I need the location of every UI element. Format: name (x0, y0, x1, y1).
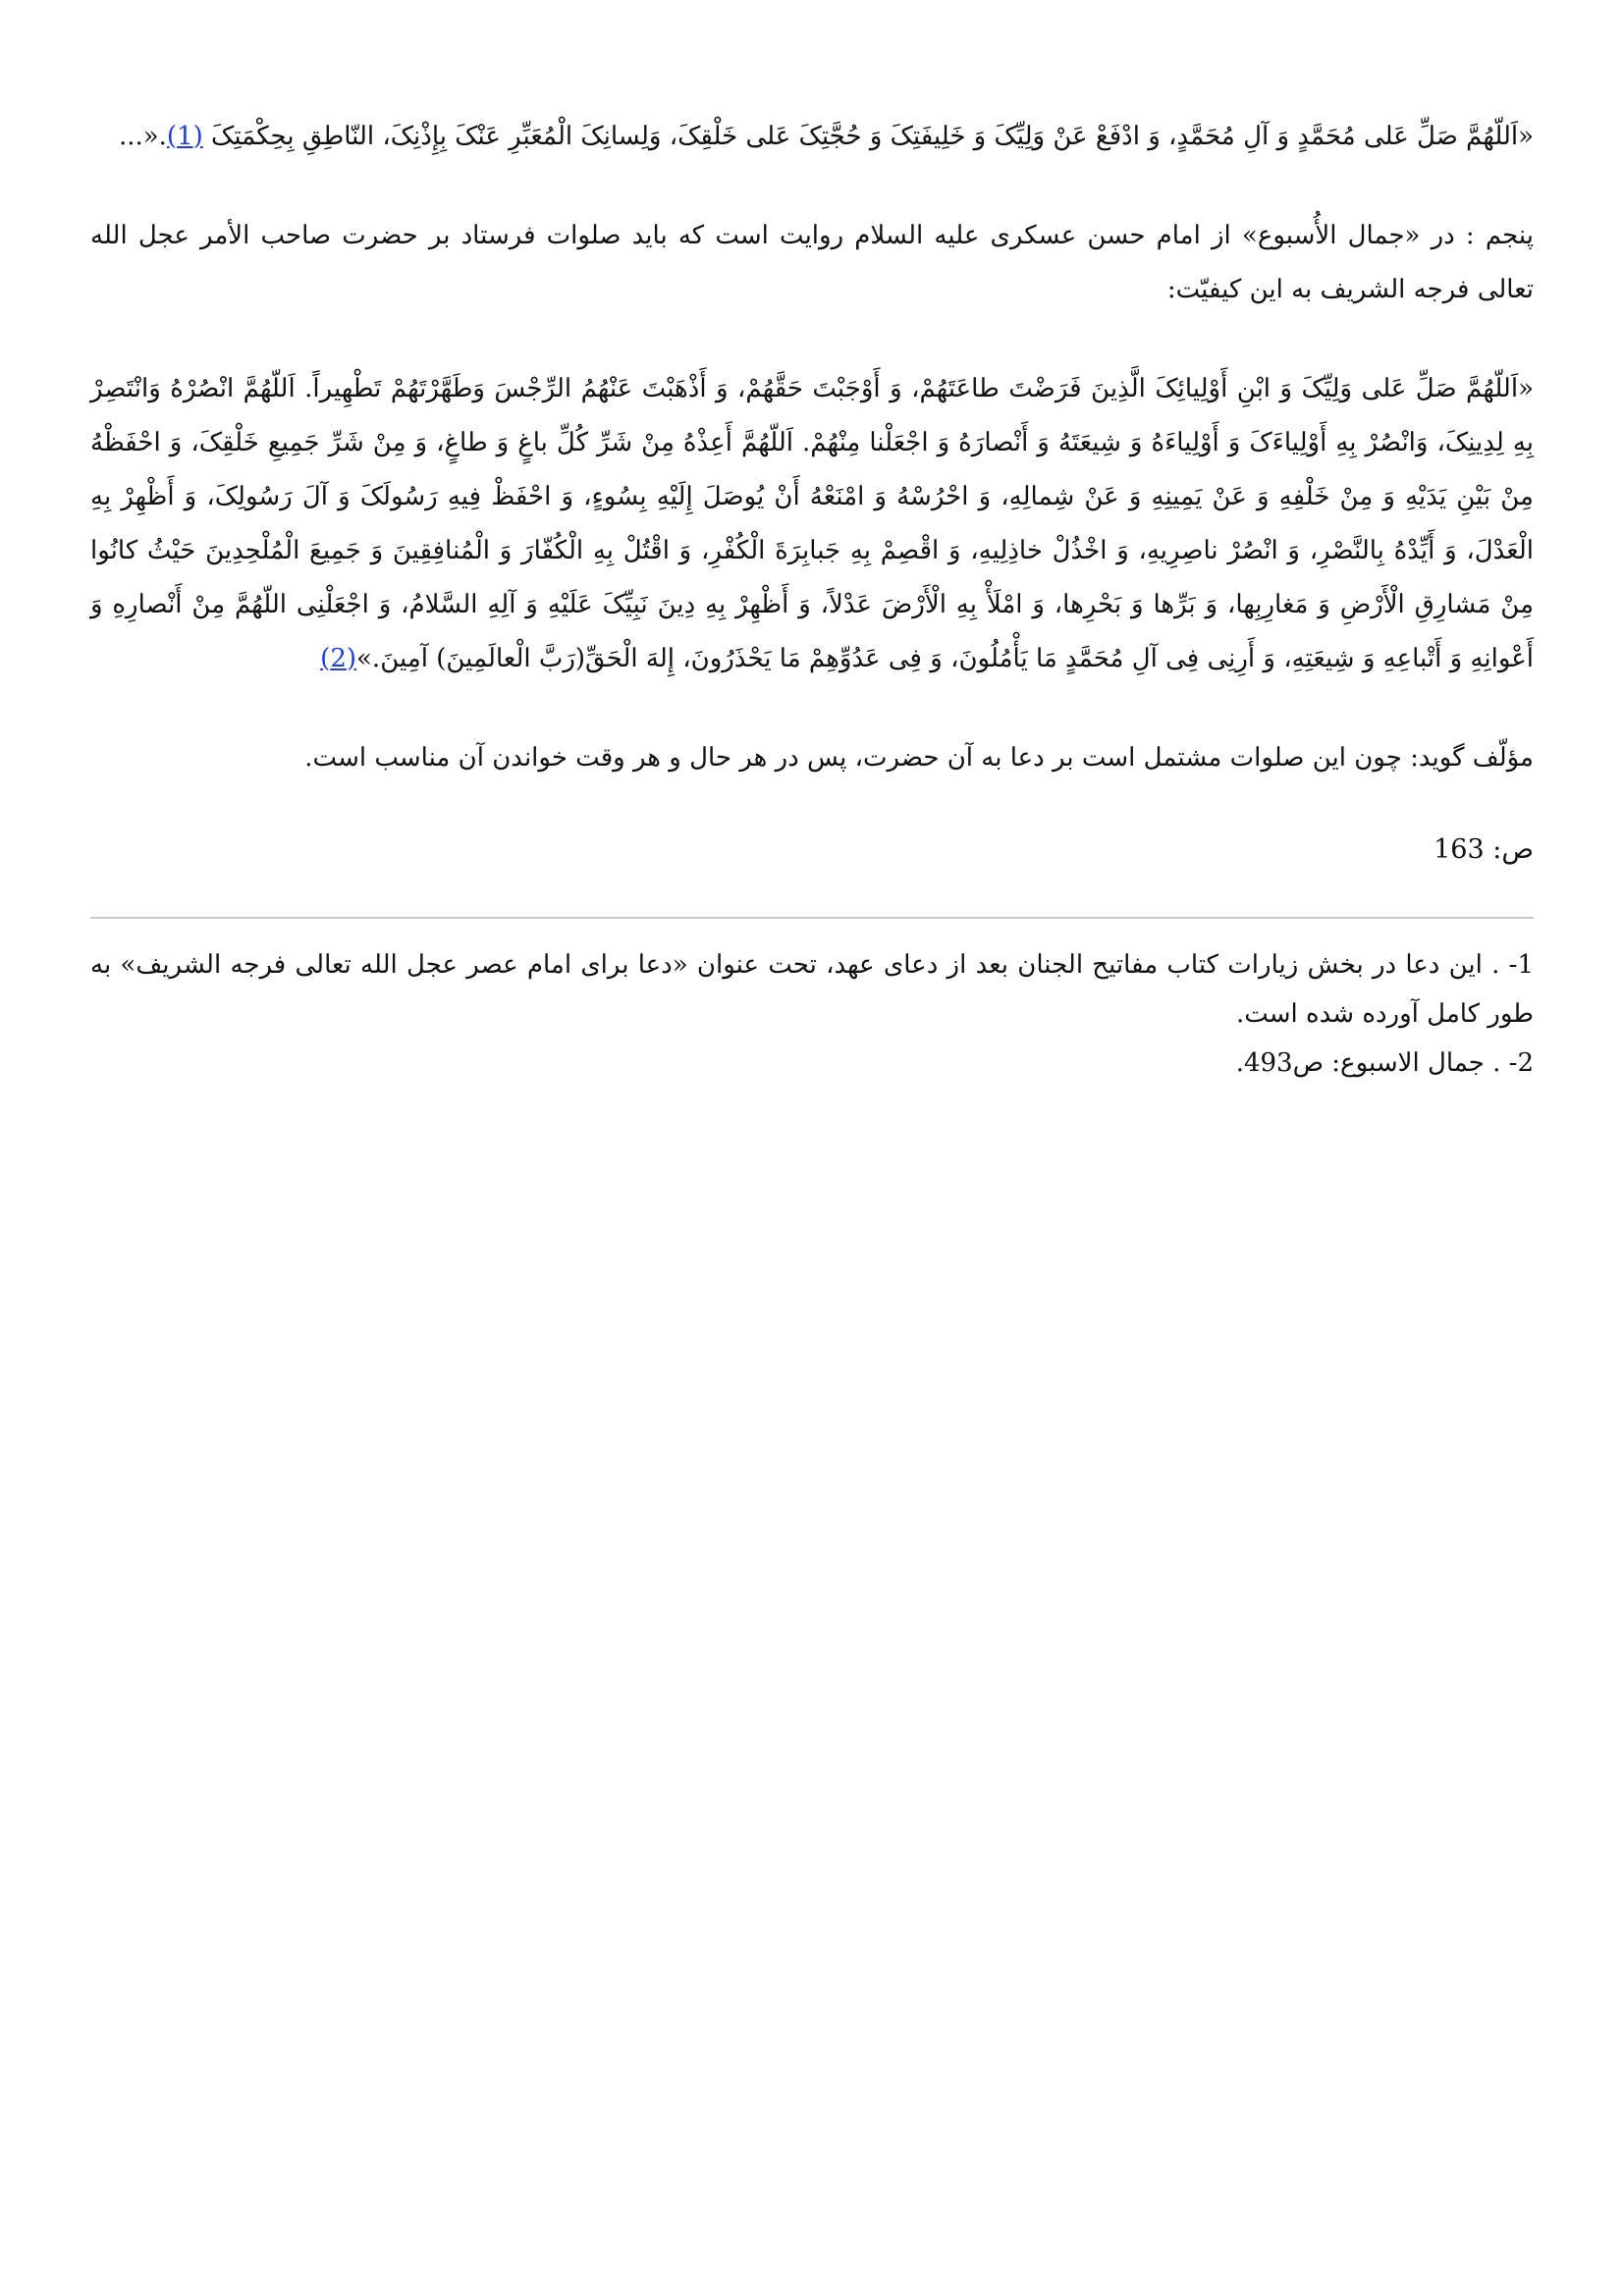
prayer-text-1: «اَللّهُمَّ صَلِّ عَلی مُحَمَّدٍ وَ آلِ مُحَمَّدٍ، وَ ادْفَعْ عَنْ وَلِیِّکَ وَ خَلِیفَتِکَ وَ حُجَّتِکَ عَلی خَلْقِکَ، وَلِسانِکَ الْمُعَبِّرِ عَنْکَ بِإِذْنِکَ، النّاطِقِ بِحِکْمَتِکَ (211, 122, 1534, 151)
prayer-paragraph-1 (90, 110, 1534, 164)
author-note-paragraph: مؤلّف گوید: چون این صلوات مشتمل است بر دعا به آن حضرت، پس در هر حال و هر وقت خواندن آن مناسب است. (304, 743, 1534, 773)
page-number: ص: 163 (1434, 834, 1534, 865)
footnote-link-2[interactable]: (2) (320, 644, 357, 673)
footnote-link-1[interactable]: (1) (166, 122, 203, 151)
prayer-suffix-1: .«... (118, 122, 167, 151)
footnote-divider (90, 917, 1534, 919)
footnote-1: 1- . این دعا در بخش زیارات کتاب مفاتیح الجنان بعد از دعای عهد، تحت عنوان «دعا برای امام عصر عجل الله تعالی فرجه الشریف» به طور کامل آورده شده است. (90, 950, 1534, 1029)
intro-paragraph: پنجم : در «جمال الأُسبوع» از امام حسن عسکری علیه السلام روایت است که باید صلوات فرستاد بر حضرت صاحب الأمر عجل الله تعالی فرجه الشریف به این کیفیّت: (90, 221, 1534, 304)
footnote-2: 2- . جمال الاسبوع: ص493. (1235, 1048, 1534, 1078)
prayer-text-2: «اَللّهُمَّ صَلِّ عَلی وَلِیِّکَ وَ ابْنِ أَوْلِیائِکَ الَّذِینَ فَرَضْتَ طاعَتَهُمْ، وَ أَوْجَبْتَ حَقَّهُمْ، وَ أَذْهَبْتَ عَنْهُمُ الرِّجْسَ وَطَهَّرْتَهُمْ تَطْهِیراً. اَللّهُمَّ انْصُرْهُ وَانْتَصِرْ بِهِ لِدِینِکَ، وَانْصُرْ بِهِ أَوْلِیاءَکَ وَ أَوْلِیاءَهُ وَ شِیعَتَهُ وَ أَنْصارَهُ وَ اجْعَلْنا مِنْهُمْ. اَللّهُمَّ أَعِذْهُ مِنْ شَرِّ کُلِّ باغٍ وَ طاغٍ، وَ مِنْ شَرِّ جَمِیعِ خَلْقِکَ، وَ احْفَظْهُ مِنْ بَیْنِ یَدَیْهِ وَ مِنْ خَلْفِهِ وَ عَنْ یَمِینِهِ وَ عَنْ شِمالِهِ، وَ احْرُسْهُ وَ امْنَعْهُ أَنْ یُوصَلَ إِلَیْهِ بِسُوءٍ، وَ احْفَظْ فِیهِ رَسُولَکَ وَ آلَ رَسُولِکَ، وَ أَظْهِرْ بِهِ الْعَدْلَ، وَ أَیِّدْهُ بِالنَّصْرِ، وَ انْصُرْ ناصِرِیهِ، وَ اخْذُلْ خاذِلِیهِ، وَ اقْصِمْ بِهِ جَبابِرَةَ الْکُفْرِ، وَ اقْتُلْ بِهِ الْکُفّارَ وَ الْمُنافِقِینَ وَ جَمِیعَ الْمُلْحِدِینَ حَیْثُ کانُوا مِنْ مَشارِقِ الْأَرْضِ وَ مَغارِبِها، وَ بَرِّها وَ بَحْرِها، وَ امْلَأْ بِهِ الْأَرْضَ عَدْلاً، وَ أَظْهِرْ بِهِ دِینَ نَبِیِّکَ عَلَیْهِ وَ آلِهِ السَّلامُ، وَ اجْعَلْنِی اللّهُمَّ مِنْ أَنْصارِهِ وَ أَعْوانِهِ وَ أَتْباعِهِ وَ شِیعَتِهِ، وَ أَرِنِی فِی آلِ مُحَمَّدٍ مَا یَأْمُلُونَ، وَ فِی عَدُوِّهِمْ مَا یَحْذَرُونَ، إِلهَ الْحَقِّ(رَبَّ الْعالَمِینَ) آمِینَ.» (90, 374, 1534, 673)
document-page (90, 110, 1534, 1088)
prayer-paragraph-2 (90, 362, 1534, 686)
